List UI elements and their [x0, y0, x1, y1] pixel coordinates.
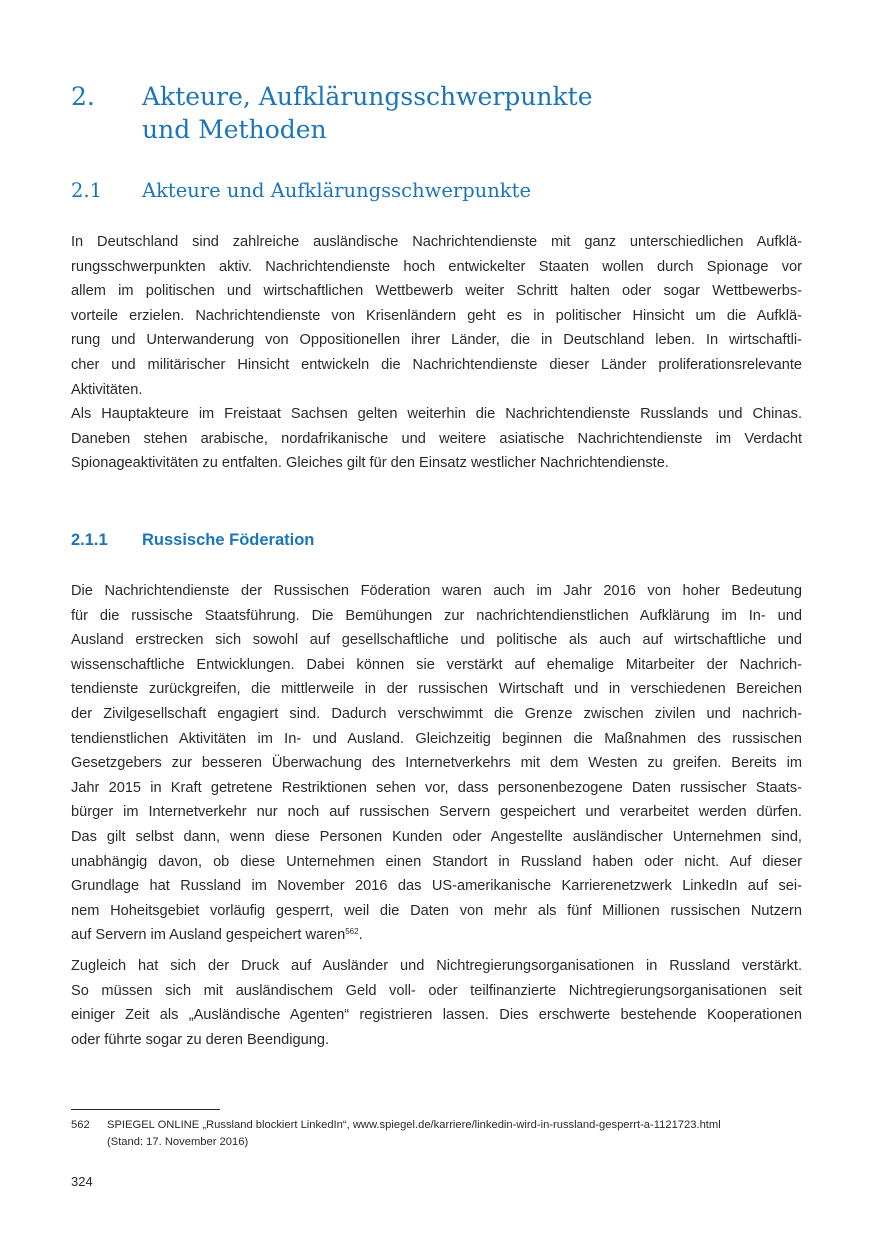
paragraph-ngo-pressure: [71, 954, 802, 1052]
text-line: einiger Zeit als „Ausländische Agenten“ registrieren lassen. Dies erschwerte bestehende Kooperationen: [71, 1007, 802, 1024]
text-line: Aktivitäten.: [71, 381, 143, 398]
text-line: rungsschwerpunkten aktiv. Nachrichtendienste hoch entwickelter Staaten wollen durch Spionage vor: [71, 258, 802, 275]
text-line: nem Hoheitsgebiet vorläufig gesperrt, weil die Daten von mehr als fünf Millionen russischen Nutzern: [71, 902, 802, 919]
text-line: Spionageaktivitäten zu entfalten. Gleiches gilt für den Einsatz westlicher Nachrichtendienste.: [71, 455, 669, 472]
footnote-reference[interactable]: 562: [345, 927, 359, 937]
text-line: der Zivilgesellschaft engagiert sind. Dadurch verschwimmt die Grenze zwischen zivilen und nachrich-: [71, 705, 802, 722]
footnote-number: 562: [71, 1119, 90, 1131]
paragraph-intro: [71, 230, 802, 402]
subsection-title: Russische Föderation: [142, 531, 315, 549]
text-line: oder führte sogar zu deren Beendigung.: [71, 1031, 330, 1048]
text-line: Ausland erstrecken sich sowohl auf gesellschaftliche und politische als auch auf wirtschaftliche und: [71, 632, 802, 649]
chapter-title-line: Akteure, Aufklärungsschwerpunkte: [142, 82, 593, 111]
text-line: Zugleich hat sich der Druck auf Ausländer und Nichtregierungsorganisationen in Russland verstärkt.: [71, 958, 802, 974]
section-number: 2.1: [71, 179, 103, 202]
footnote-divider: [71, 1109, 220, 1110]
text-line: cher und militärischer Hinsicht entwickeln die Nachrichtendienste dieser Länder proliferationsrelevante: [71, 356, 802, 373]
text-fragment: auf Servern im Ausland gespeichert waren: [71, 927, 346, 944]
text-fragment: .: [358, 927, 363, 944]
subsection-number: 2.1.1: [71, 531, 108, 549]
footnote-text: [107, 1117, 807, 1151]
page-number: 324: [71, 1174, 93, 1189]
text-line: wissenschaftliche Entwicklungen. Dabei können sie verstärkt auf ehemalige Mitarbeiter der Nachrich-: [71, 656, 802, 673]
text-line: bürger im Internetverkehr nur noch auf russischen Servern gespeichert und verarbeitet werden dürfen.: [71, 804, 802, 821]
text-line: Jahr 2015 in Kraft getretene Restriktionen sehen vor, dass personenbezogene Daten russischer Staats-: [71, 779, 802, 796]
text-line: [71, 923, 802, 948]
text-line: Das gilt selbst dann, wenn diese Personen Kunden oder Angestellte ausländischer Unternehmen sind,: [71, 828, 802, 845]
text-line: Als Hauptakteure im Freistaat Sachsen gelten weiterhin die Nachrichtendienste Russlands und Chinas.: [71, 406, 802, 422]
section-title: Akteure und Aufklärungsschwerpunkte: [142, 179, 531, 202]
footnote-line: (Stand: 17. November 2016): [107, 1136, 249, 1148]
text-line: tendienstlichen Aktivitäten im In- und Ausland. Gleichzeitig beginnen die Maßnahmen des russischen: [71, 730, 802, 747]
text-line: Grundlage hat Russland im November 2016 das US-amerikanische Karrierenetzwerk LinkedIn auf sei-: [71, 878, 802, 895]
footnote-line: SPIEGEL ONLINE „Russland blockiert LinkedIn“, www.spiegel.de/karriere/linkedin-wird-in-russland-gesperrt-a-1121723.html: [107, 1119, 721, 1131]
paragraph-main-actors: [71, 402, 802, 476]
text-line: In Deutschland sind zahlreiche ausländische Nachrichtendienste mit ganz unterschiedlichen Aufklä-: [71, 234, 802, 250]
text-line: So müssen sich mit ausländischem Geld voll- oder teilfinanzierte Nichtregierungsorganisationen seit: [71, 982, 802, 999]
text-line: allem im politischen und wirtschaftlichen Wettbewerb weiter Schritt halten oder sogar Wettbewerbs-: [71, 283, 802, 300]
text-line: rung und Unterwanderung von Oppositionellen ihrer Länder, die in Deutschland leben. In wirtschaftli-: [71, 332, 802, 349]
text-line: vorteile erzielen. Nachrichtendienste von Krisenländern geht es in politischer Hinsicht um die Aufklä-: [71, 307, 802, 324]
text-line: Daneben stehen arabische, nordafrikanische und weitere asiatische Nachrichtendienste im Verdacht: [71, 430, 802, 447]
chapter-number: 2.: [71, 82, 95, 111]
text-line: für die russische Staatsführung. Die Bemühungen zur nachrichtendienstlichen Aufklärung im In- und: [71, 607, 802, 624]
text-line: tendienste zurückgreifen, die mittlerweile in der russischen Wirtschaft und in verschiedenen Bereichen: [71, 681, 802, 698]
text-line: Gesetzgebers zur besseren Überwachung des Internetverkehrs mit dem Westen zu greifen. Bereits im: [71, 755, 802, 772]
paragraph-russia: [71, 579, 802, 948]
chapter-title-line: und Methoden: [142, 115, 327, 144]
text-line: unabhängig davon, ob diese Unternehmen einen Standort in Russland haben oder nicht. Auf dieser: [71, 853, 802, 870]
chapter-title: [142, 80, 782, 146]
text-line: Die Nachrichtendienste der Russischen Föderation waren auch im Jahr 2016 von hoher Bedeutung: [71, 583, 802, 599]
